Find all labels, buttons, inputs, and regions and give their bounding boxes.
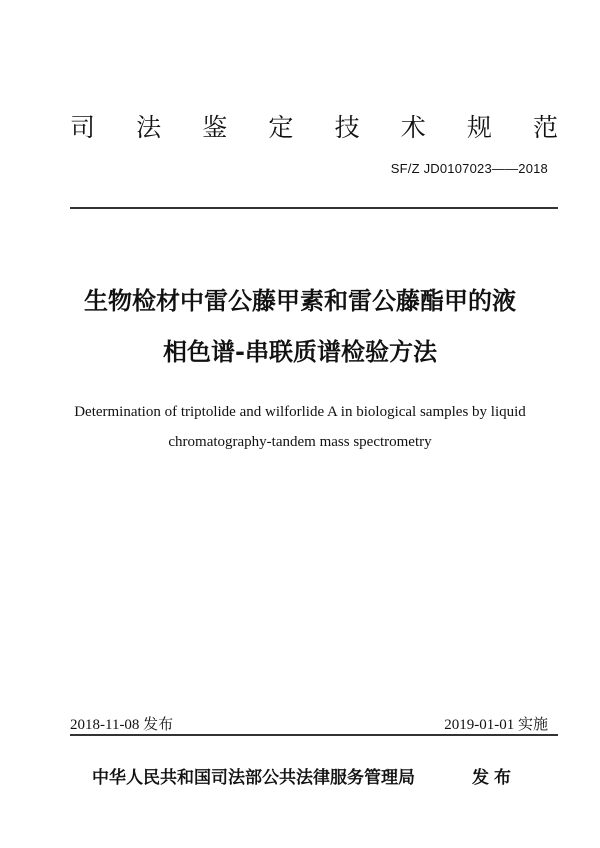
issue-date: 2018-11-08 发布 <box>70 717 174 733</box>
series-char: 术 <box>400 113 426 142</box>
title-en-line1: Determination of triptolide and wilforlide A in biological samples by liquid <box>74 404 526 420</box>
series-char: 定 <box>268 113 294 142</box>
footer-divider <box>70 734 558 736</box>
series-char: 法 <box>136 113 162 142</box>
document-series-title <box>70 112 558 144</box>
header-divider <box>70 207 558 209</box>
series-char: 技 <box>334 113 360 142</box>
standard-code: SF/Z JD0107023——2018 <box>390 161 548 176</box>
implementation-date: 2019-01-01 实施 <box>444 717 548 733</box>
series-char: 范 <box>532 113 558 142</box>
title-en-line2: chromatography-tandem mass spectrometry <box>168 434 432 450</box>
series-char: 鉴 <box>202 113 228 142</box>
series-char: 司 <box>70 113 96 142</box>
series-char: 规 <box>466 113 492 142</box>
title-zh-line2: 相色谱-串联质谱检验方法 <box>163 338 437 366</box>
publisher: 中华人民共和国司法部公共法律服务管理局 <box>92 768 415 788</box>
publish-label: 发布 <box>472 768 516 788</box>
title-zh-line1: 生物检材中雷公藤甲素和雷公藤酯甲的液 <box>84 287 516 315</box>
